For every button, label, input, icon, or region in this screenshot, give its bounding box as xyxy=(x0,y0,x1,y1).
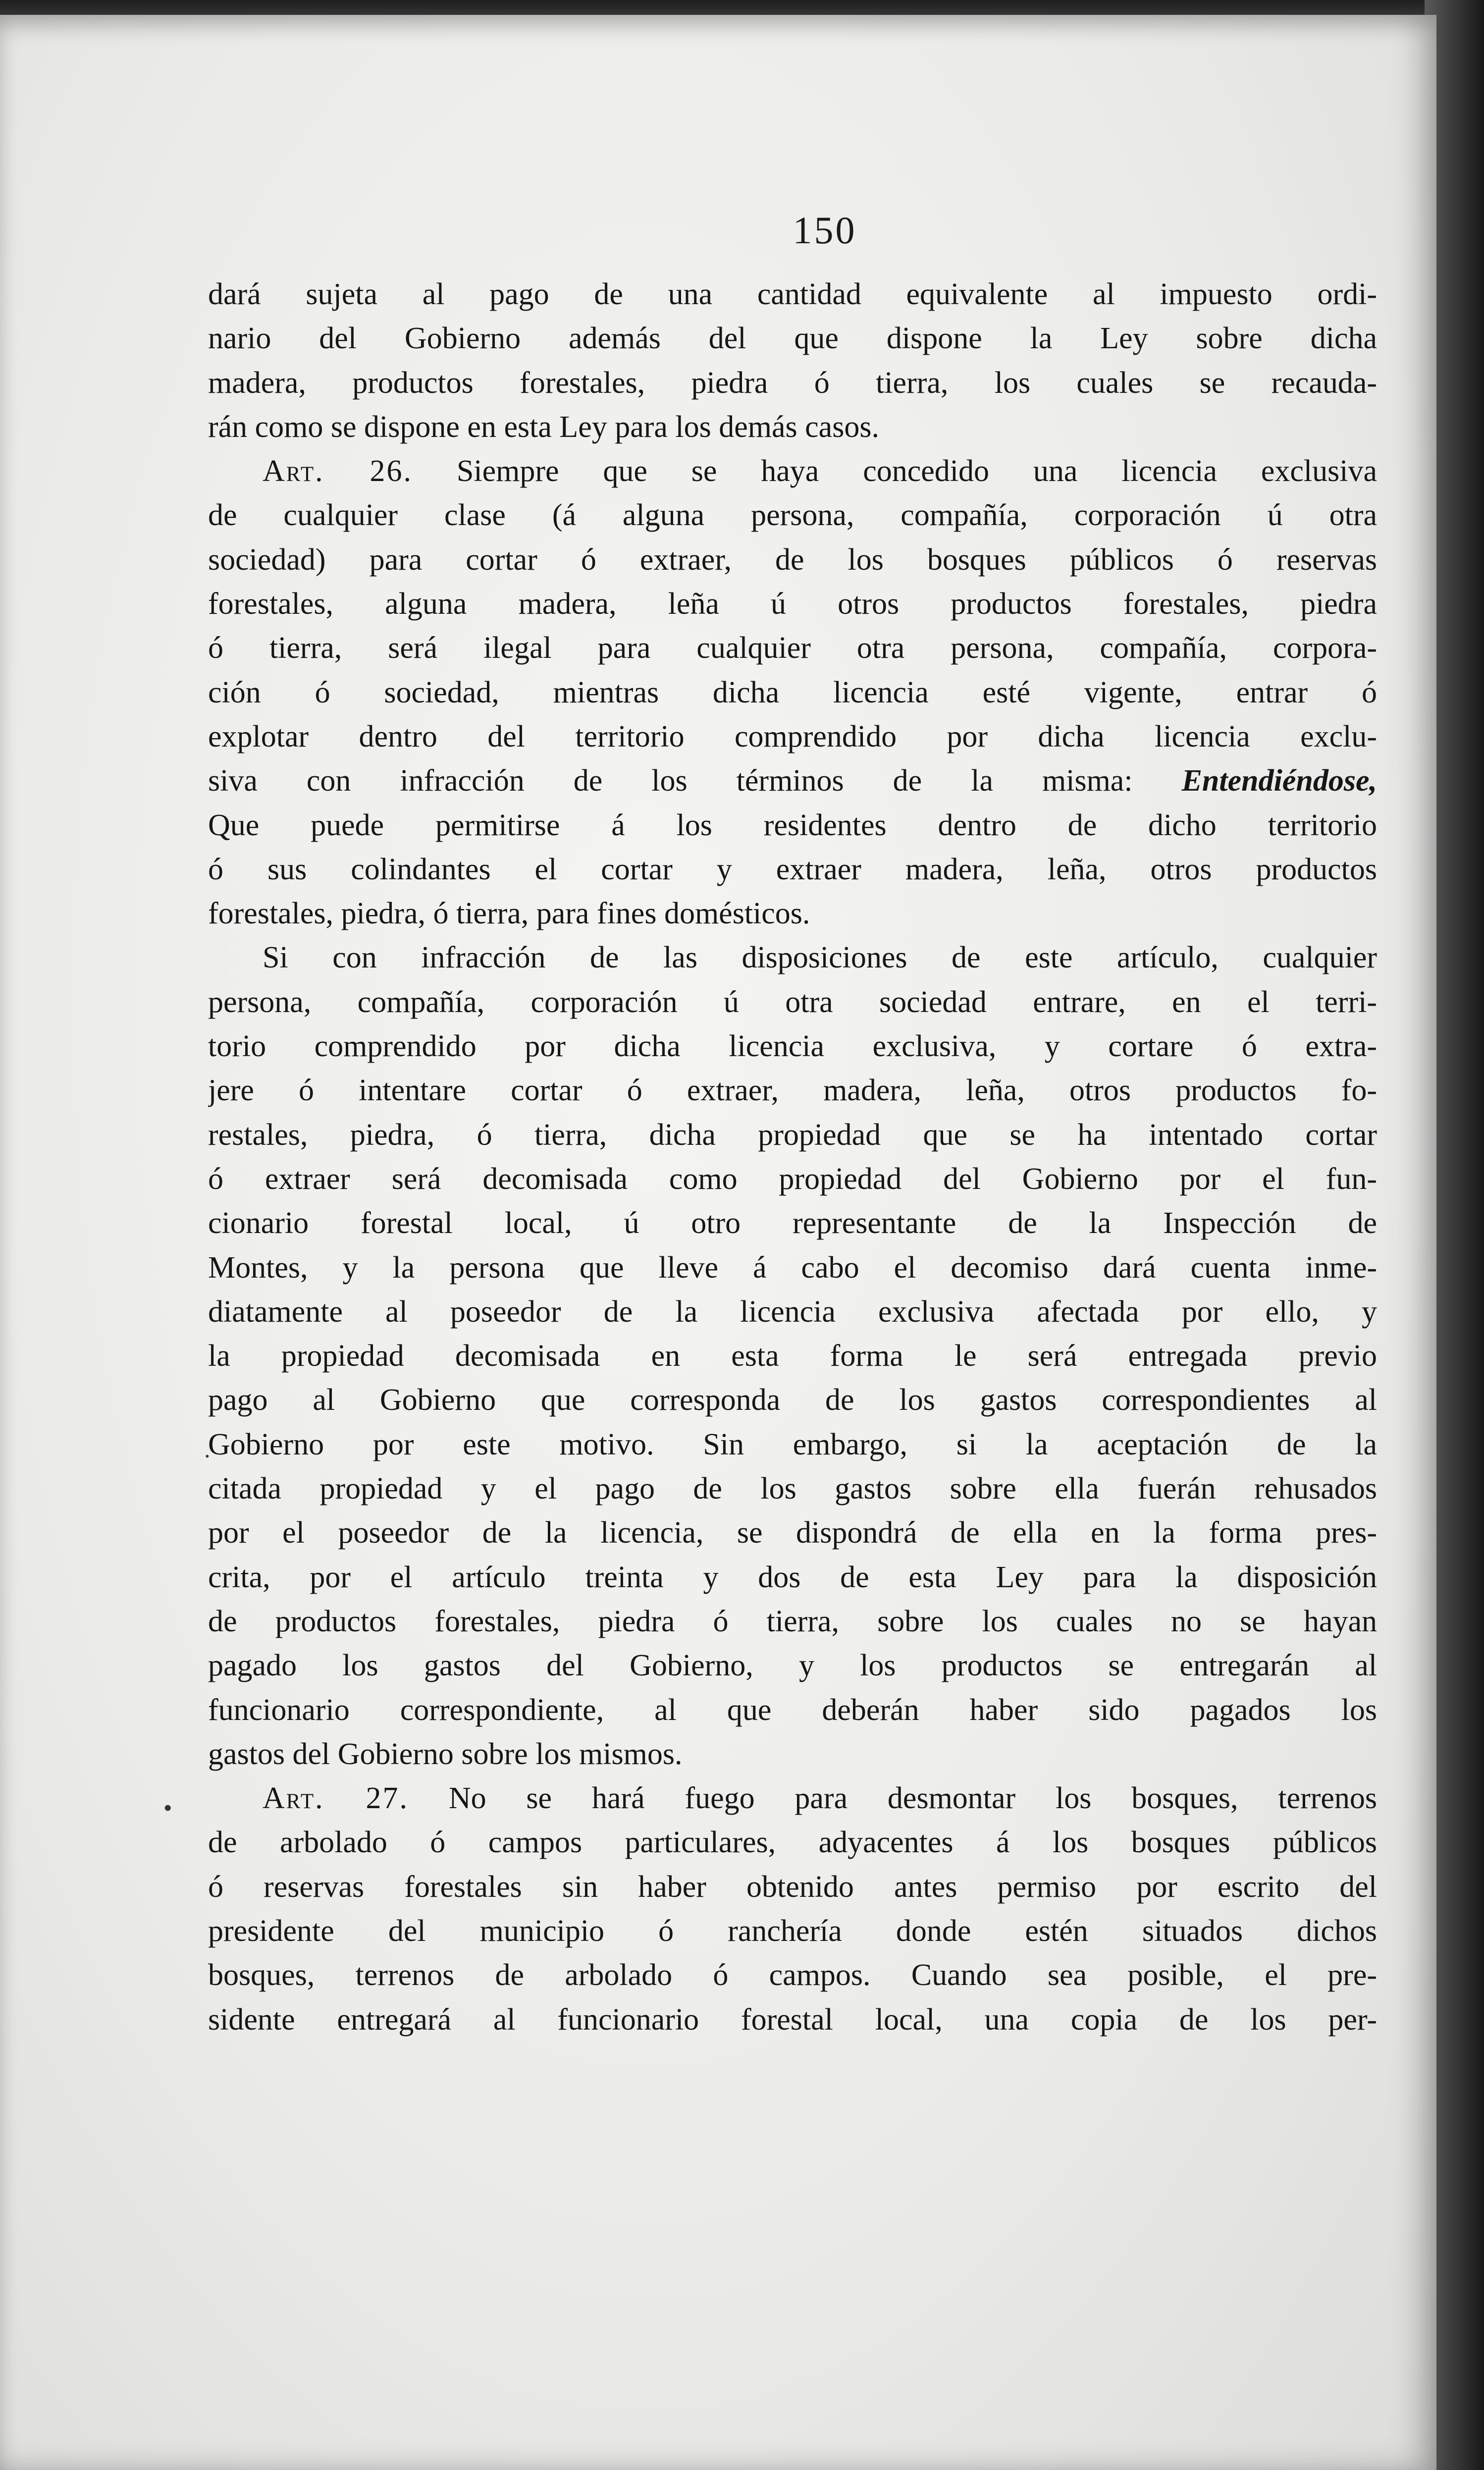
text-line: de arbolado ó campos particulares, adyacentes á los bosques públicos xyxy=(208,1826,1377,1860)
text-line: diatamente al poseedor de la licencia exclusiva afectada por ello, y xyxy=(208,1294,1377,1329)
text-line: sidente entregará al funcionario forestal local, una copia de los per- xyxy=(208,2002,1377,2037)
text-line: citada propiedad y el pago de los gastos sobre ella fuerán rehusados xyxy=(208,1472,1377,1506)
text-line: gastos del Gobierno sobre los mismos. xyxy=(208,1737,683,1771)
article-number: Art. 27. xyxy=(263,1781,409,1816)
text-line xyxy=(208,449,1377,493)
page-number: 150 xyxy=(793,209,857,252)
text-line: bosques, terrenos de arbolado ó campos. Cuando sea posible, el pre- xyxy=(208,1958,1377,1992)
text-line: de cualquier clase (á alguna persona, compañía, corporación ú otra xyxy=(208,498,1377,533)
text-line: forestales, alguna madera, leña ú otros productos forestales, piedra xyxy=(208,587,1377,621)
text-line: pagado los gastos del Gobierno, y los productos se entregarán al xyxy=(208,1649,1377,1683)
text-line: ó sus colindantes el cortar y extraer madera, leña, otros productos xyxy=(208,852,1377,886)
paragraph-article-27 xyxy=(208,1776,1377,2042)
text-line: explotar dentro del territorio comprendido por dicha licencia exclu- xyxy=(208,719,1377,753)
margin-mark: · xyxy=(203,1442,212,1470)
text-line: crita, por el artículo treinta y dos de esta Ley para la disposición xyxy=(208,1560,1377,1594)
text-line: jere ó intentare cortar ó extraer, madera, leña, otros productos fo- xyxy=(208,1074,1377,1108)
text-line: cionario forestal local, ú otro representante de la Inspección de xyxy=(208,1206,1377,1240)
text-line: presidente del municipio ó ranchería donde estén situados dichos xyxy=(208,1914,1377,1948)
paragraph-article-26 xyxy=(208,449,1377,936)
text-line: torio comprendido por dicha licencia exclusiva, y cortare ó extra- xyxy=(208,1029,1377,1064)
margin-mark: • xyxy=(163,1794,172,1822)
text-line: restales, piedra, ó tierra, dicha propiedad que se ha intentado cortar xyxy=(208,1118,1377,1152)
paragraph-infraction xyxy=(208,936,1377,1776)
paragraph-continuation xyxy=(208,272,1377,449)
text-segment: Siempre que se haya concedido una licencia exclusiva xyxy=(413,454,1377,488)
text-line: sociedad) para cortar ó extraer, de los bosques públicos ó reservas xyxy=(208,542,1377,577)
text-segment: siva con infracción de los términos de la misma: xyxy=(208,764,1133,798)
text-line: por el poseedor de la licencia, se dispondrá de ella en la forma pres- xyxy=(208,1516,1377,1550)
text-line xyxy=(208,1776,1377,1821)
text-line: ción ó sociedad, mientras dicha licencia esté vigente, entrar ó xyxy=(208,675,1377,709)
article-number: Art. 26. xyxy=(263,454,413,488)
text-line: funcionario correspondiente, al que deberán haber sido pagados los xyxy=(208,1693,1377,1727)
text-segment: No se hará fuego para desmontar los bosques, terrenos xyxy=(408,1781,1377,1816)
book-page xyxy=(0,15,1436,2470)
text-line: Montes, y la persona que lleve á cabo el decomiso dará cuenta inme- xyxy=(208,1250,1377,1285)
text-line: ó tierra, será ilegal para cualquier otra persona, compañía, corpora- xyxy=(208,631,1377,665)
emphasized-term: Entendiéndose, xyxy=(1181,764,1377,798)
text-line: Que puede permitirse á los residentes dentro de dicho territorio xyxy=(208,808,1377,842)
text-line xyxy=(208,759,1377,803)
text-line: ó extraer será decomisada como propiedad del Gobierno por el fun- xyxy=(208,1162,1377,1196)
text-line: de productos forestales, piedra ó tierra, sobre los cuales no se hayan xyxy=(208,1604,1377,1638)
text-line: madera, productos forestales, piedra ó tierra, los cuales se recauda- xyxy=(208,366,1377,400)
text-line: nario del Gobierno además del que dispone la Ley sobre dicha xyxy=(208,322,1377,356)
text-line: ó reservas forestales sin haber obtenido antes permiso por escrito del xyxy=(208,1870,1377,1904)
text-line: forestales, piedra, ó tierra, para fines domésticos. xyxy=(208,897,810,931)
text-line: Gobierno por este motivo. Sin embargo, si la aceptación de la xyxy=(208,1427,1377,1461)
text-line: persona, compañía, corporación ú otra sociedad entrare, en el terri- xyxy=(208,985,1377,1019)
text-line: dará sujeta al pago de una cantidad equivalente al impuesto ordi- xyxy=(208,277,1377,311)
text-line: rán como se dispone en esta Ley para los demás casos. xyxy=(208,410,879,444)
text-line: Si con infracción de las disposiciones de este artículo, cualquier xyxy=(263,941,1377,975)
page-body xyxy=(208,272,1377,2042)
text-line: la propiedad decomisada en esta forma le será entregada previo xyxy=(208,1339,1377,1373)
text-line: pago al Gobierno que corresponda de los gastos correspondientes al xyxy=(208,1383,1377,1417)
